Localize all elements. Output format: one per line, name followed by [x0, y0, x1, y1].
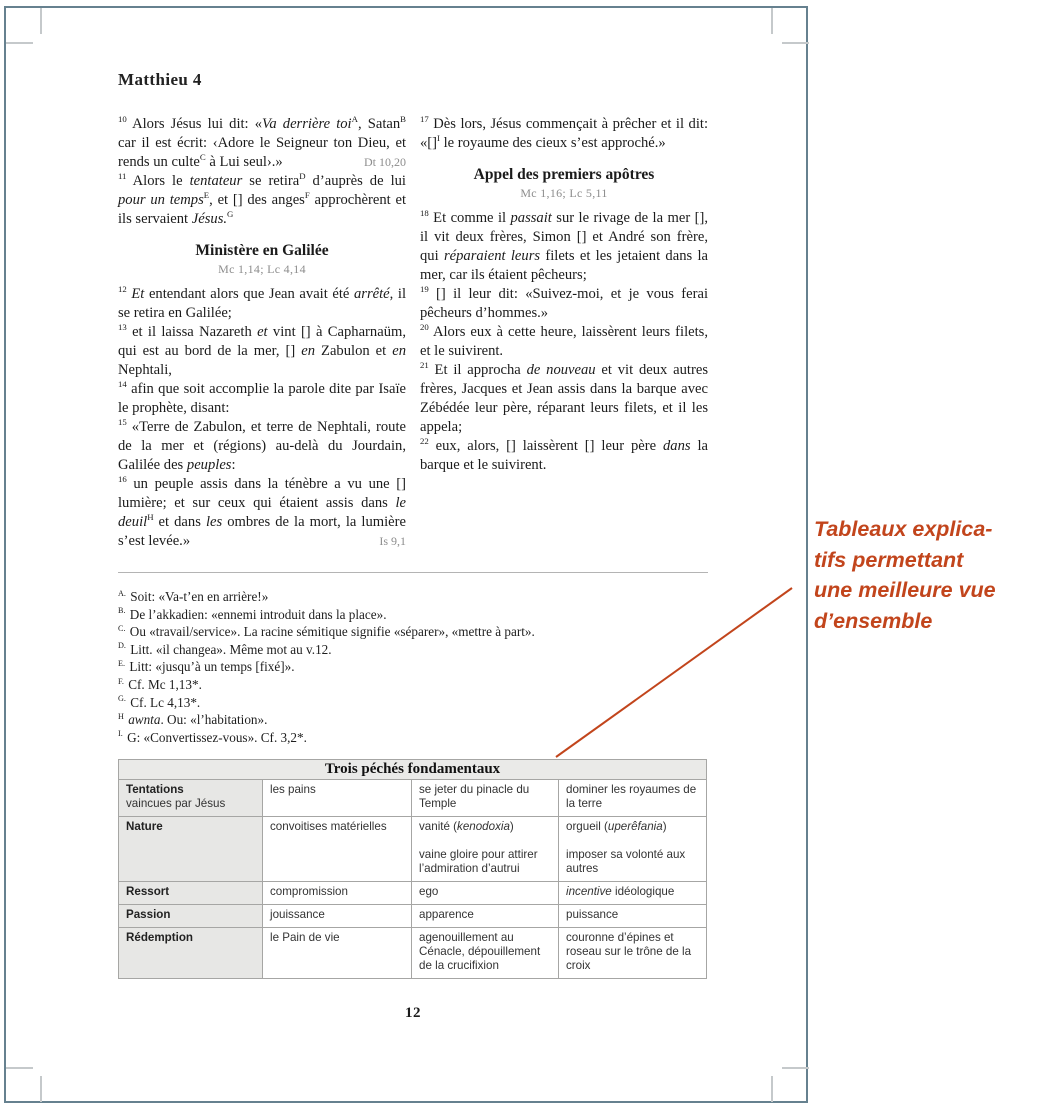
text-segment: Cf. Lc 4,13*.	[126, 694, 201, 710]
text-segment: )	[662, 820, 667, 834]
footnote-marker: 16	[118, 474, 127, 485]
text-segment: uperêfania	[607, 820, 663, 834]
text-segment: Dès lors, Jésus commençait à prêcher et il dit: «[]	[420, 116, 708, 151]
text-segment: G: «Convertissez-vous». Cf. 3,2*.	[123, 729, 307, 745]
footnote-letter: F.	[118, 676, 124, 686]
annotation-line: Tableaux explica-	[814, 517, 993, 541]
crop-mark	[782, 42, 809, 44]
text-segment: Et il approcha	[428, 362, 527, 378]
text-segment: un peuple assis dans la ténèbre a vu une [] lumière; et sur ceux qui étaient assis dans	[118, 476, 406, 511]
footnote-item	[118, 676, 708, 694]
annotation-line: tifs permettant	[814, 547, 964, 572]
crop-mark	[6, 42, 33, 44]
table-cell	[559, 817, 707, 882]
cross-reference: Dt 10,20	[364, 155, 406, 169]
text-segment: «Terre de Zabulon, et terre de Nephtali, route de la mer et (régions) au-delà du Jourdain, Galilée des	[118, 419, 406, 473]
table-cell	[559, 882, 707, 905]
text-segment: agenouillement au Cénacle, dépouillement de la crucifixion	[419, 931, 541, 973]
table-cell	[559, 928, 707, 979]
table-cell	[412, 905, 559, 928]
text-segment: )	[509, 820, 514, 834]
table-cell-paragraph	[419, 848, 551, 876]
footnote-marker: 11	[118, 171, 127, 182]
table-row	[119, 882, 707, 905]
verse-paragraph	[118, 323, 406, 380]
crop-mark	[40, 8, 42, 34]
row-label: Ressort	[126, 885, 170, 899]
text-segment: le Pain de vie	[270, 931, 340, 945]
footnote-item	[118, 623, 708, 641]
text-segment: imposer sa volonté aux autres	[566, 848, 686, 876]
row-label-cell	[119, 780, 263, 817]
verse-paragraph	[118, 115, 406, 172]
table-cell-paragraph	[270, 908, 404, 922]
annotation-line: une meilleure vue	[814, 578, 996, 602]
row-label: Rédemption	[126, 931, 193, 945]
table-cell-paragraph	[270, 885, 404, 899]
text-segment: puissance	[566, 908, 619, 922]
table-cell-paragraph	[419, 885, 551, 899]
text-segment: . Ou: «l’habitation».	[160, 712, 268, 728]
footnote-marker: I	[437, 133, 440, 144]
table-cell	[263, 882, 412, 905]
footnote-marker: F	[304, 190, 310, 201]
row-label-cell	[119, 882, 263, 905]
crop-mark	[40, 1076, 42, 1102]
text-segment: Alors le	[126, 173, 190, 189]
verse-paragraph	[118, 475, 406, 551]
text-segment: approchèrent et ils servaient	[118, 192, 406, 227]
right-column	[420, 115, 708, 551]
table-cell	[412, 780, 559, 817]
text-segment: compromission	[270, 885, 348, 899]
text-segment: Litt. «il changea». Même mot au v.12.	[126, 641, 332, 657]
footnote-letter: E.	[118, 658, 126, 668]
text-segment: tentateur	[189, 173, 243, 189]
text-segment: et vit deux autres frères, Jacques et Jean assis dans la barque avec Zébédée leur père, réparant leurs filets, et il les appela;	[420, 362, 708, 435]
text-segment: et il laissa Nazareth	[126, 324, 258, 340]
footnote-marker: 12	[118, 284, 127, 295]
verse-paragraph	[420, 285, 708, 323]
table-cell-paragraph	[419, 783, 551, 811]
text-segment: [] il leur dit: «Suivez-moi, et je vous ferai pêcheurs d’hommes.»	[420, 286, 708, 321]
footnote-marker: 20	[420, 322, 429, 333]
table-cell	[559, 905, 707, 928]
text-segment: sur le rivage de la mer [], il vit deux frères, Simon [] et André son frère, qui	[420, 210, 708, 264]
verse-paragraph	[420, 115, 708, 153]
footnote-separator	[118, 572, 708, 573]
table-cell-paragraph	[270, 820, 404, 834]
text-segment: le deuil	[118, 495, 406, 530]
crop-mark	[771, 8, 773, 34]
table-cell-paragraph	[566, 820, 699, 834]
text-segment: idéologique	[611, 885, 675, 899]
text-segment: passait	[510, 210, 552, 226]
text-segment: Jésus.	[191, 211, 228, 227]
text-segment: kenodoxia	[457, 820, 510, 834]
table-cell	[263, 817, 412, 882]
text-segment: , il se retira en Galilée;	[118, 286, 407, 321]
text-segment: d’auprès de lui	[305, 173, 406, 189]
row-label: Tentations	[126, 783, 184, 797]
table-title-row	[119, 760, 707, 780]
footnote-marker: 18	[420, 208, 429, 219]
table-row	[119, 928, 707, 979]
cross-reference: Is 9,1	[379, 534, 406, 548]
table-cell-paragraph	[270, 931, 404, 945]
text-segment: entendant alors que Jean avait été	[144, 286, 354, 302]
table-cell	[263, 780, 412, 817]
text-segment: en	[301, 343, 316, 359]
text-segment: Cf. Mc 1,13*.	[124, 676, 202, 692]
row-label-cell	[119, 817, 263, 882]
text-segment: afin que soit accomplie la parole dite par Isaïe le prophète, disant:	[118, 381, 406, 416]
left-column	[118, 115, 406, 551]
row-label: Nature	[126, 820, 163, 834]
text-segment: se retira	[242, 173, 300, 189]
footnote-marker: C	[199, 152, 206, 163]
footnote-item	[118, 641, 708, 659]
text-segment: couronne d’épines et roseau sur le trône de la croix	[566, 931, 692, 973]
verse-paragraph	[118, 285, 406, 323]
row-label-cell	[119, 905, 263, 928]
text-segment: réparaient leurs	[443, 248, 541, 264]
text-segment: ego	[419, 885, 439, 899]
text-segment: le royaume des cieux s’est approché.»	[439, 135, 666, 151]
text-segment: :	[231, 457, 236, 473]
text-segment: apparence	[419, 908, 474, 922]
text-columns	[118, 115, 708, 551]
table-row	[119, 780, 707, 817]
text-segment: vaine gloire pour attirer l’admiration d’autrui	[419, 848, 538, 876]
footnote-marker: H	[147, 512, 154, 523]
verse-paragraph	[420, 361, 708, 437]
text-segment: De l’akkadien: «ennemi introduit dans la place».	[126, 606, 387, 622]
text-segment: la barque et le suivirent.	[420, 438, 708, 473]
footnote-item	[118, 729, 708, 747]
verse-paragraph	[118, 418, 406, 475]
text-segment: dominer les royaumes de la terre	[566, 783, 697, 811]
text-segment: convoitises matérielles	[270, 820, 387, 834]
text-segment: orgueil (	[566, 820, 608, 834]
footnote-marker: 10	[118, 114, 127, 125]
footnote-item	[118, 606, 708, 624]
table-cell-paragraph	[566, 908, 699, 922]
table-title: Trois péchés fondamentaux	[119, 760, 707, 780]
text-segment: vanité (	[419, 820, 458, 834]
text-segment: incentive	[566, 885, 612, 899]
text-segment: à Lui seul›.»	[205, 154, 283, 170]
table-cell-paragraph	[419, 908, 551, 922]
text-segment: en	[392, 343, 406, 359]
text-segment: jouissance	[270, 908, 325, 922]
footnote-marker: 21	[420, 360, 429, 371]
crop-mark	[771, 1076, 773, 1102]
table-cell-paragraph	[419, 931, 551, 973]
footnote-marker: 17	[420, 114, 429, 125]
text-segment: Et comme il	[428, 210, 511, 226]
table-cell	[263, 905, 412, 928]
crop-mark	[782, 1067, 809, 1069]
row-label: Passion	[126, 908, 171, 922]
text-segment: et	[257, 324, 268, 340]
footnote-marker: 15	[118, 417, 127, 428]
footnote-letter: A.	[118, 588, 126, 598]
verse-paragraph	[118, 380, 406, 418]
verse-paragraph	[420, 323, 708, 361]
footnote-letter: I.	[118, 729, 123, 739]
table-cell	[412, 817, 559, 882]
footnote-letter: B.	[118, 606, 126, 616]
table-row	[119, 817, 707, 882]
footnote-letter: H	[118, 711, 124, 721]
footnote-marker: 14	[118, 379, 127, 390]
text-segment: awnta	[128, 712, 161, 728]
section-parallel-refs: Mc 1,14; Lc 4,14	[218, 262, 306, 276]
footnote-marker: E	[203, 190, 210, 201]
row-label-sub: vaincues par Jésus	[126, 797, 226, 811]
table-cell-paragraph	[270, 783, 404, 797]
table-cell	[559, 780, 707, 817]
sins-table	[118, 759, 707, 979]
crop-mark	[6, 1067, 33, 1069]
section-heading: Appel des premiers apôtres	[473, 166, 655, 183]
footnote-marker: 22	[420, 436, 429, 447]
footnote-item	[118, 658, 708, 676]
verse-paragraph	[420, 209, 708, 285]
table-cell	[263, 928, 412, 979]
verse-paragraph	[420, 437, 708, 475]
text-segment: eux, alors, [] laissèrent [] leur père	[428, 438, 663, 454]
footnote-marker: D	[299, 171, 306, 182]
footnotes-block	[118, 588, 708, 746]
text-segment: les	[205, 514, 223, 530]
text-segment: car il est écrit: ‹Adore le Seigneur ton Dieu, et rends un culte	[118, 135, 406, 170]
table-cell-paragraph	[566, 783, 699, 811]
footnote-marker: 13	[118, 322, 127, 333]
text-segment: Zabulon et	[315, 343, 393, 359]
table-cell	[412, 882, 559, 905]
text-segment: et dans	[153, 514, 206, 530]
footnote-letter: D.	[118, 641, 126, 651]
text-segment: dans	[662, 438, 691, 454]
text-segment: Ou «travail/service». La racine sémitique signifie «séparer», «mettre à part».	[126, 624, 535, 640]
table-cell-paragraph	[566, 848, 699, 876]
text-segment: de nouveau	[526, 362, 596, 378]
section-parallel-refs: Mc 1,16; Lc 5,11	[520, 186, 608, 200]
footnote-marker: 19	[420, 284, 429, 295]
text-segment: ombres de la mort, la lumière s’est levée.»	[118, 514, 406, 549]
text-segment: Va derrière toi	[262, 116, 352, 132]
footnote-marker: A	[351, 114, 358, 125]
text-segment: se jeter du pinacle du Temple	[419, 783, 530, 811]
footnote-item	[118, 588, 708, 606]
row-label-cell	[119, 928, 263, 979]
text-segment: pour un temps	[118, 192, 204, 208]
table-cell-paragraph	[566, 885, 699, 899]
section-heading: Ministère en Galilée	[195, 242, 329, 259]
text-segment: peuples	[186, 457, 232, 473]
text-segment: , Satan	[357, 116, 401, 132]
text-segment: , et [] des anges	[209, 192, 305, 208]
table-row	[119, 905, 707, 928]
text-segment: Nephtali,	[118, 362, 172, 378]
footnote-marker: G	[227, 209, 234, 220]
text-segment: vint [] à Capharnaüm, qui est au bord de la mer, []	[118, 324, 406, 359]
table-cell-paragraph	[419, 820, 551, 834]
page-number: 12	[405, 1005, 421, 1022]
text-segment: Soit: «Va-t’en en arrière!»	[126, 589, 269, 604]
footnote-letter: G.	[118, 694, 126, 704]
annotation-line: d’ensemble	[814, 608, 933, 633]
page-content	[118, 70, 708, 1022]
text-segment: Et	[131, 286, 145, 302]
verse-paragraph	[118, 172, 406, 229]
running-head: Matthieu 4	[118, 70, 202, 89]
text-segment: Alors Jésus lui dit: «	[126, 116, 263, 132]
margin-annotation	[814, 514, 1060, 636]
table-cell-paragraph	[566, 931, 699, 973]
text-segment: arrêté	[353, 286, 390, 302]
text-segment: Litt: «jusqu’à un temps [fixé]».	[126, 659, 295, 675]
footnote-marker: B	[400, 114, 406, 125]
footnote-letter: C.	[118, 623, 126, 633]
footnote-item	[118, 694, 708, 712]
text-segment: les pains	[270, 783, 316, 797]
text-segment: filets et les jetaient dans la mer, car ils étaient pêcheurs;	[420, 248, 709, 283]
text-segment: Alors eux à cette heure, laissèrent leurs filets, et le suivirent.	[420, 324, 708, 359]
table-cell	[412, 928, 559, 979]
footnote-item	[118, 711, 708, 729]
